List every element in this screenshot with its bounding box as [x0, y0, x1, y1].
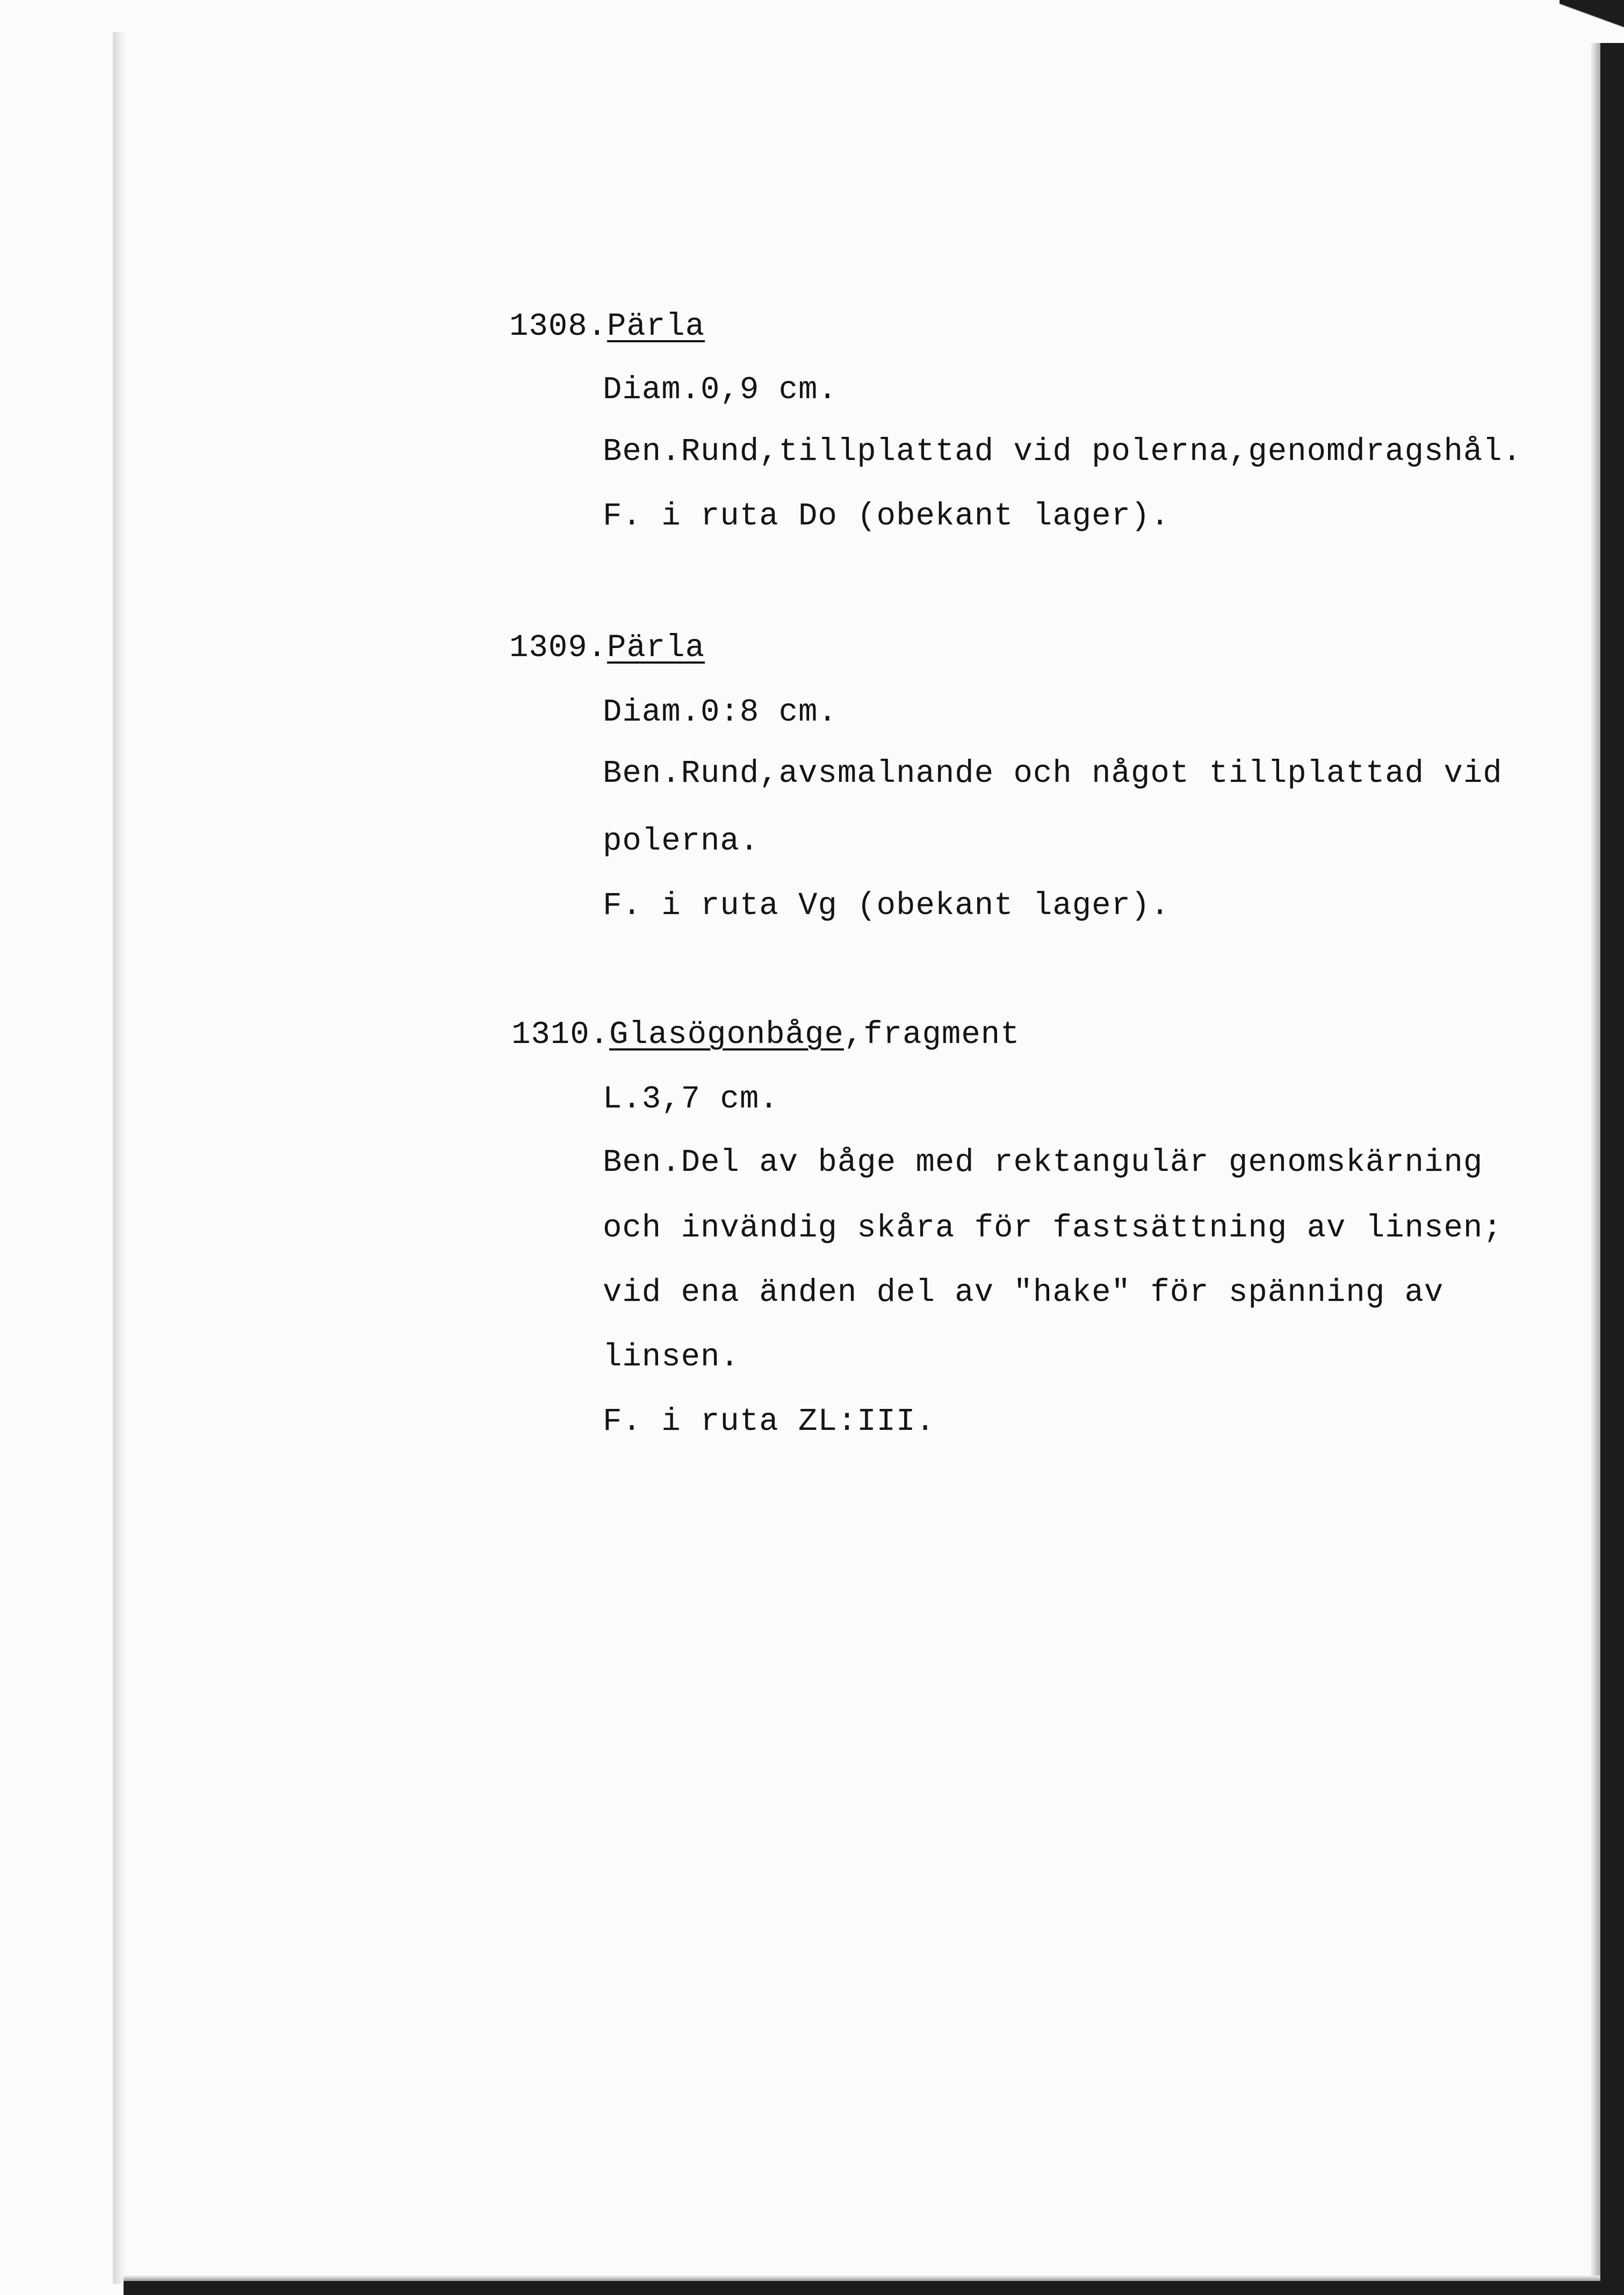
- page-bottom-shadow: [124, 2276, 1600, 2281]
- entry-number: 1308.: [509, 308, 608, 344]
- page-right-edge: [1600, 43, 1624, 2295]
- entry-line: Ben.Del av båge med rektangulär genomskärning: [603, 1145, 1483, 1181]
- entry-number: 1309.: [509, 630, 608, 666]
- entry-line: och invändig skåra för fastsättning av linsen;: [603, 1210, 1503, 1246]
- entry-title: Pärla: [607, 308, 705, 344]
- entry-heading: [509, 307, 705, 346]
- entry-line: F. i ruta ZL:III.: [603, 1404, 935, 1440]
- entry-line: F. i ruta Vg (obekant lager).: [603, 888, 1170, 924]
- entry-line: Ben.Rund,avsmalnande och något tillplattad vid: [603, 756, 1503, 792]
- entry-heading: [509, 629, 705, 667]
- entry-line: linsen.: [603, 1339, 740, 1375]
- entry-heading: [511, 1016, 1020, 1054]
- page-right-shadow: [1591, 43, 1600, 2295]
- page-bottom-edge: [124, 2281, 1624, 2295]
- entry-line: vid ena änden del av "hake" för spänning av: [603, 1275, 1444, 1311]
- entry-title: Pärla: [607, 630, 705, 666]
- entry-title: Glasögonbåge: [609, 1017, 844, 1053]
- entry-line: F. i ruta Do (obekant lager).: [603, 498, 1170, 534]
- page-top-right-corner: [1560, 0, 1624, 43]
- entry-number: 1310.: [511, 1017, 610, 1053]
- entry-line: Ben.Rund,tillplattad vid polerna,genomdragshål.: [603, 434, 1522, 470]
- entry-title-suffix: ,fragment: [843, 1017, 1020, 1053]
- entry-line: Diam.0,9 cm.: [603, 372, 838, 408]
- entry-line: L.3,7 cm.: [603, 1081, 779, 1117]
- entry-line: Diam.0:8 cm.: [603, 694, 838, 730]
- entry-line: polerna.: [603, 823, 760, 859]
- page-left-edge: [113, 32, 127, 2284]
